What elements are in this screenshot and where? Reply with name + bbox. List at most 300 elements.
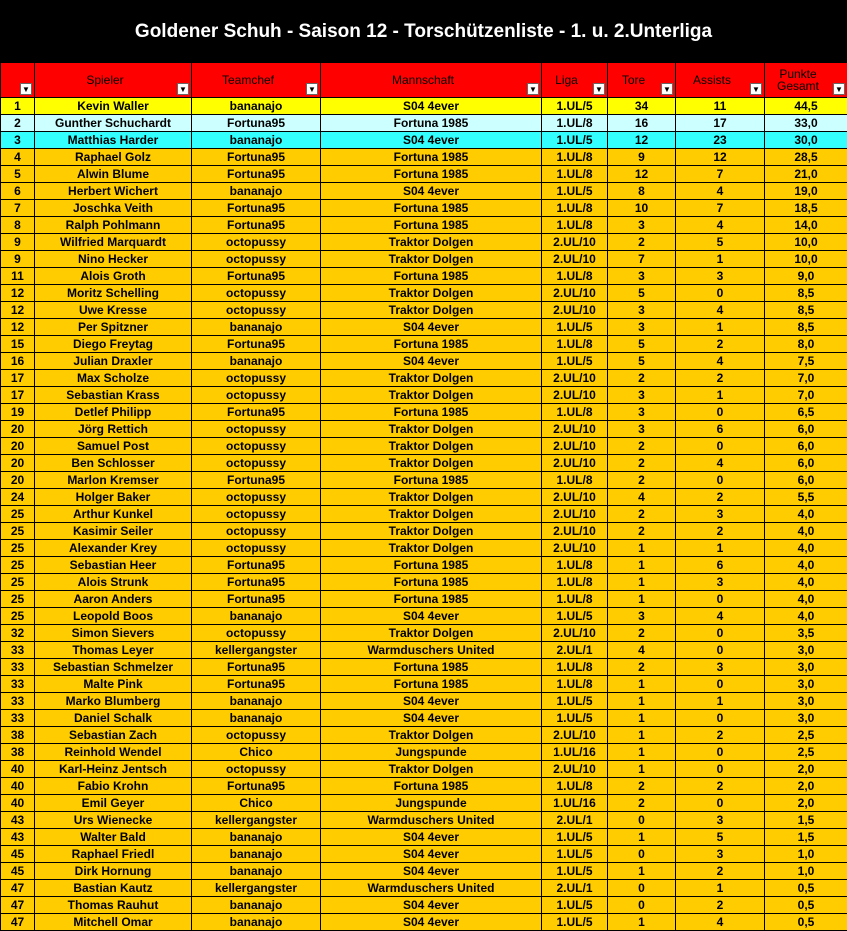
goals-cell: 10: [608, 200, 676, 217]
table-row: [1, 625, 847, 642]
goals-cell: 12: [608, 132, 676, 149]
rank-cell: 45: [1, 863, 35, 880]
league-cell: 1.UL/5: [542, 319, 608, 336]
league-cell: 1.UL/8: [542, 166, 608, 183]
team-cell: S04 4ever: [321, 693, 542, 710]
rank-cell: 12: [1, 285, 35, 302]
player-cell: Urs Wienecke: [35, 812, 192, 829]
goals-cell: 3: [608, 404, 676, 421]
teamchef-cell: Fortuna95: [192, 200, 321, 217]
table-row: [1, 608, 847, 625]
rank-cell: 6: [1, 183, 35, 200]
team-cell: Traktor Dolgen: [321, 234, 542, 251]
rank-cell: 8: [1, 217, 35, 234]
goals-cell: 2: [608, 472, 676, 489]
points-cell: 8,5: [765, 302, 847, 319]
assists-cell: 2: [676, 370, 765, 387]
player-cell: Alois Strunk: [35, 574, 192, 591]
team-cell: Fortuna 1985: [321, 115, 542, 132]
league-cell: 1.UL/8: [542, 268, 608, 285]
teamchef-cell: octopussy: [192, 540, 321, 557]
table-row: [1, 642, 847, 659]
table-row: [1, 523, 847, 540]
assists-cell: 7: [676, 166, 765, 183]
points-cell: 4,0: [765, 523, 847, 540]
rank-cell: 25: [1, 540, 35, 557]
goals-cell: 16: [608, 115, 676, 132]
goals-cell: 2: [608, 659, 676, 676]
table-row: [1, 540, 847, 557]
table-row: [1, 880, 847, 897]
points-cell: 7,5: [765, 353, 847, 370]
player-cell: Walter Bald: [35, 829, 192, 846]
goals-cell: 7: [608, 251, 676, 268]
teamchef-cell: bananajo: [192, 608, 321, 625]
team-cell: S04 4ever: [321, 846, 542, 863]
rank-cell: 24: [1, 489, 35, 506]
points-cell: 6,0: [765, 421, 847, 438]
player-cell: Joschka Veith: [35, 200, 192, 217]
points-cell: 6,0: [765, 438, 847, 455]
points-cell: 1,5: [765, 829, 847, 846]
points-cell: 8,5: [765, 319, 847, 336]
teamchef-cell: octopussy: [192, 302, 321, 319]
rank-cell: 7: [1, 200, 35, 217]
teamchef-cell: Fortuna95: [192, 336, 321, 353]
player-cell: Per Spitzner: [35, 319, 192, 336]
rank-cell: 12: [1, 319, 35, 336]
league-cell: 2.UL/10: [542, 387, 608, 404]
goals-cell: 1: [608, 557, 676, 574]
goals-cell: 0: [608, 880, 676, 897]
player-cell: Detlef Philipp: [35, 404, 192, 421]
league-cell: 1.UL/5: [542, 132, 608, 149]
team-cell: Jungspunde: [321, 795, 542, 812]
player-cell: Raphael Friedl: [35, 846, 192, 863]
col-tore: Tore ▼: [608, 63, 676, 98]
teamchef-cell: octopussy: [192, 438, 321, 455]
league-cell: 2.UL/1: [542, 812, 608, 829]
table-row: [1, 863, 847, 880]
teamchef-cell: bananajo: [192, 132, 321, 149]
dropdown-arrow-icon[interactable]: ▼: [661, 83, 673, 95]
assists-cell: 4: [676, 914, 765, 931]
teamchef-cell: Fortuna95: [192, 115, 321, 132]
assists-cell: 4: [676, 217, 765, 234]
player-cell: Ralph Pohlmann: [35, 217, 192, 234]
col-punkte: Punkte Gesamt ▼: [765, 63, 847, 98]
league-cell: 1.UL/5: [542, 183, 608, 200]
goals-cell: 2: [608, 370, 676, 387]
player-cell: Thomas Rauhut: [35, 897, 192, 914]
teamchef-cell: octopussy: [192, 387, 321, 404]
rank-cell: 5: [1, 166, 35, 183]
points-cell: 4,0: [765, 557, 847, 574]
player-cell: Simon Sievers: [35, 625, 192, 642]
player-cell: Alexander Krey: [35, 540, 192, 557]
team-cell: Fortuna 1985: [321, 591, 542, 608]
table-row: [1, 149, 847, 166]
points-cell: 0,5: [765, 880, 847, 897]
player-cell: Alwin Blume: [35, 166, 192, 183]
teamchef-cell: Fortuna95: [192, 557, 321, 574]
dropdown-arrow-icon[interactable]: ▼: [177, 83, 189, 95]
team-cell: Warmduschers United: [321, 812, 542, 829]
points-cell: 3,0: [765, 710, 847, 727]
rank-cell: 20: [1, 455, 35, 472]
team-cell: S04 4ever: [321, 353, 542, 370]
points-cell: 5,5: [765, 489, 847, 506]
rank-cell: 40: [1, 761, 35, 778]
assists-cell: 5: [676, 829, 765, 846]
goals-cell: 1: [608, 863, 676, 880]
dropdown-arrow-icon[interactable]: ▼: [593, 83, 605, 95]
points-cell: 33,0: [765, 115, 847, 132]
points-cell: 18,5: [765, 200, 847, 217]
team-cell: Traktor Dolgen: [321, 251, 542, 268]
league-cell: 1.UL/5: [542, 897, 608, 914]
teamchef-cell: bananajo: [192, 353, 321, 370]
rank-cell: 33: [1, 676, 35, 693]
goals-cell: 2: [608, 455, 676, 472]
teamchef-cell: octopussy: [192, 234, 321, 251]
goals-cell: 3: [608, 421, 676, 438]
team-cell: S04 4ever: [321, 319, 542, 336]
team-cell: Fortuna 1985: [321, 149, 542, 166]
rank-cell: 20: [1, 421, 35, 438]
assists-cell: 0: [676, 285, 765, 302]
league-cell: 1.UL/5: [542, 710, 608, 727]
assists-cell: 17: [676, 115, 765, 132]
teamchef-cell: octopussy: [192, 285, 321, 302]
col-rank: [1, 63, 35, 98]
team-cell: Traktor Dolgen: [321, 540, 542, 557]
rank-cell: 45: [1, 846, 35, 863]
teamchef-cell: octopussy: [192, 251, 321, 268]
teamchef-cell: octopussy: [192, 625, 321, 642]
league-cell: 1.UL/8: [542, 217, 608, 234]
goals-cell: 2: [608, 523, 676, 540]
assists-cell: 3: [676, 812, 765, 829]
goals-cell: 1: [608, 914, 676, 931]
rank-cell: 25: [1, 591, 35, 608]
assists-cell: 6: [676, 557, 765, 574]
table-row: [1, 251, 847, 268]
team-cell: Fortuna 1985: [321, 778, 542, 795]
assists-cell: 0: [676, 625, 765, 642]
table-row: [1, 795, 847, 812]
teamchef-cell: Fortuna95: [192, 778, 321, 795]
teamchef-cell: Fortuna95: [192, 217, 321, 234]
goals-cell: 1: [608, 761, 676, 778]
team-cell: S04 4ever: [321, 710, 542, 727]
team-cell: Fortuna 1985: [321, 336, 542, 353]
league-cell: 1.UL/16: [542, 795, 608, 812]
team-cell: Traktor Dolgen: [321, 727, 542, 744]
col-assists: Assists ▼: [676, 63, 765, 98]
assists-cell: 2: [676, 897, 765, 914]
teamchef-cell: Fortuna95: [192, 166, 321, 183]
points-cell: 2,0: [765, 795, 847, 812]
assists-cell: 2: [676, 523, 765, 540]
rank-cell: 25: [1, 523, 35, 540]
teamchef-cell: bananajo: [192, 863, 321, 880]
table-row: [1, 914, 847, 931]
rank-cell: 47: [1, 914, 35, 931]
points-cell: 28,5: [765, 149, 847, 166]
assists-cell: 1: [676, 693, 765, 710]
assists-cell: 1: [676, 319, 765, 336]
rank-cell: 3: [1, 132, 35, 149]
table-row: [1, 132, 847, 149]
points-cell: 4,0: [765, 506, 847, 523]
table-row: [1, 676, 847, 693]
teamchef-cell: bananajo: [192, 710, 321, 727]
rank-cell: 17: [1, 387, 35, 404]
points-cell: 3,0: [765, 693, 847, 710]
team-cell: S04 4ever: [321, 863, 542, 880]
team-cell: Jungspunde: [321, 744, 542, 761]
teamchef-cell: octopussy: [192, 727, 321, 744]
rank-cell: 2: [1, 115, 35, 132]
teamchef-cell: kellergangster: [192, 880, 321, 897]
player-cell: Raphael Golz: [35, 149, 192, 166]
assists-cell: 7: [676, 200, 765, 217]
table-row: [1, 319, 847, 336]
player-cell: Julian Draxler: [35, 353, 192, 370]
assists-cell: 5: [676, 234, 765, 251]
team-cell: S04 4ever: [321, 829, 542, 846]
league-cell: 2.UL/10: [542, 421, 608, 438]
team-cell: S04 4ever: [321, 183, 542, 200]
team-cell: Traktor Dolgen: [321, 761, 542, 778]
league-cell: 2.UL/10: [542, 727, 608, 744]
teamchef-cell: Chico: [192, 795, 321, 812]
goals-cell: 1: [608, 744, 676, 761]
assists-cell: 1: [676, 387, 765, 404]
player-cell: Jörg Rettich: [35, 421, 192, 438]
assists-cell: 4: [676, 353, 765, 370]
points-cell: 0,5: [765, 914, 847, 931]
dropdown-arrow-icon[interactable]: ▼: [20, 83, 32, 95]
league-cell: 1.UL/5: [542, 98, 608, 115]
league-cell: 2.UL/10: [542, 302, 608, 319]
goals-cell: 1: [608, 591, 676, 608]
points-cell: 7,0: [765, 370, 847, 387]
player-cell: Bastian Kautz: [35, 880, 192, 897]
team-cell: Warmduschers United: [321, 880, 542, 897]
table-row: [1, 846, 847, 863]
team-cell: Traktor Dolgen: [321, 455, 542, 472]
teamchef-cell: bananajo: [192, 319, 321, 336]
table-row: [1, 200, 847, 217]
goals-cell: 2: [608, 234, 676, 251]
player-cell: Mitchell Omar: [35, 914, 192, 931]
player-cell: Sebastian Heer: [35, 557, 192, 574]
goals-cell: 5: [608, 336, 676, 353]
player-cell: Nino Hecker: [35, 251, 192, 268]
team-cell: Fortuna 1985: [321, 557, 542, 574]
points-cell: 14,0: [765, 217, 847, 234]
dropdown-arrow-icon[interactable]: ▼: [306, 83, 318, 95]
points-cell: 4,0: [765, 574, 847, 591]
team-cell: S04 4ever: [321, 897, 542, 914]
table-row: [1, 829, 847, 846]
table-row: [1, 489, 847, 506]
team-cell: Fortuna 1985: [321, 404, 542, 421]
league-cell: 1.UL/8: [542, 591, 608, 608]
points-cell: 3,0: [765, 659, 847, 676]
assists-cell: 0: [676, 642, 765, 659]
player-cell: Marlon Kremser: [35, 472, 192, 489]
teamchef-cell: bananajo: [192, 846, 321, 863]
header-row: [1, 63, 847, 98]
goals-cell: 3: [608, 608, 676, 625]
points-cell: 4,0: [765, 591, 847, 608]
assists-cell: 4: [676, 302, 765, 319]
rank-cell: 4: [1, 149, 35, 166]
player-cell: Uwe Kresse: [35, 302, 192, 319]
rank-cell: 9: [1, 234, 35, 251]
assists-cell: 2: [676, 863, 765, 880]
teamchef-cell: kellergangster: [192, 642, 321, 659]
points-cell: 19,0: [765, 183, 847, 200]
league-cell: 1.UL/8: [542, 676, 608, 693]
team-cell: S04 4ever: [321, 132, 542, 149]
goals-cell: 12: [608, 166, 676, 183]
league-cell: 1.UL/16: [542, 744, 608, 761]
league-cell: 2.UL/10: [542, 455, 608, 472]
table-row: [1, 336, 847, 353]
teamchef-cell: Fortuna95: [192, 574, 321, 591]
player-cell: Moritz Schelling: [35, 285, 192, 302]
assists-cell: 0: [676, 710, 765, 727]
rank-cell: 25: [1, 608, 35, 625]
player-cell: Sebastian Schmelzer: [35, 659, 192, 676]
points-cell: 8,0: [765, 336, 847, 353]
player-cell: Reinhold Wendel: [35, 744, 192, 761]
table-row: [1, 693, 847, 710]
team-cell: S04 4ever: [321, 608, 542, 625]
dropdown-arrow-icon[interactable]: ▼: [833, 83, 845, 95]
goals-cell: 2: [608, 438, 676, 455]
team-cell: Traktor Dolgen: [321, 438, 542, 455]
table-row: [1, 761, 847, 778]
table-row: [1, 455, 847, 472]
player-cell: Herbert Wichert: [35, 183, 192, 200]
assists-cell: 0: [676, 438, 765, 455]
player-cell: Dirk Hornung: [35, 863, 192, 880]
assists-cell: 23: [676, 132, 765, 149]
league-cell: 1.UL/8: [542, 404, 608, 421]
goals-cell: 0: [608, 846, 676, 863]
rank-cell: 33: [1, 693, 35, 710]
points-cell: 7,0: [765, 387, 847, 404]
rank-cell: 32: [1, 625, 35, 642]
table-row: [1, 812, 847, 829]
table-row: [1, 302, 847, 319]
table-row: [1, 897, 847, 914]
league-cell: 1.UL/8: [542, 200, 608, 217]
team-cell: Traktor Dolgen: [321, 285, 542, 302]
goals-cell: 3: [608, 268, 676, 285]
player-cell: Arthur Kunkel: [35, 506, 192, 523]
table-row: [1, 370, 847, 387]
player-cell: Max Scholze: [35, 370, 192, 387]
assists-cell: 0: [676, 472, 765, 489]
table-row: [1, 183, 847, 200]
assists-cell: 1: [676, 251, 765, 268]
league-cell: 2.UL/10: [542, 370, 608, 387]
goals-cell: 4: [608, 642, 676, 659]
table-row: [1, 268, 847, 285]
rank-cell: 9: [1, 251, 35, 268]
points-cell: 21,0: [765, 166, 847, 183]
goals-cell: 1: [608, 693, 676, 710]
teamchef-cell: bananajo: [192, 914, 321, 931]
league-cell: 2.UL/10: [542, 489, 608, 506]
team-cell: Traktor Dolgen: [321, 302, 542, 319]
goals-cell: 1: [608, 676, 676, 693]
league-cell: 2.UL/10: [542, 285, 608, 302]
player-cell: Matthias Harder: [35, 132, 192, 149]
rank-cell: 19: [1, 404, 35, 421]
assists-cell: 0: [676, 761, 765, 778]
player-cell: Kasimir Seiler: [35, 523, 192, 540]
assists-cell: 12: [676, 149, 765, 166]
rank-cell: 25: [1, 574, 35, 591]
player-cell: Sebastian Krass: [35, 387, 192, 404]
teamchef-cell: Fortuna95: [192, 472, 321, 489]
dropdown-arrow-icon[interactable]: ▼: [527, 83, 539, 95]
assists-cell: 2: [676, 727, 765, 744]
goals-cell: 5: [608, 353, 676, 370]
team-cell: S04 4ever: [321, 914, 542, 931]
team-cell: Fortuna 1985: [321, 676, 542, 693]
player-cell: Holger Baker: [35, 489, 192, 506]
rank-cell: 43: [1, 829, 35, 846]
goals-cell: 2: [608, 795, 676, 812]
player-cell: Leopold Boos: [35, 608, 192, 625]
goals-cell: 1: [608, 574, 676, 591]
rank-cell: 40: [1, 778, 35, 795]
goals-cell: 1: [608, 727, 676, 744]
points-cell: 1,0: [765, 846, 847, 863]
col-mannschaft: Mannschaft ▼: [321, 63, 542, 98]
rank-cell: 17: [1, 370, 35, 387]
league-cell: 1.UL/8: [542, 472, 608, 489]
league-cell: 1.UL/8: [542, 149, 608, 166]
table-row: [1, 778, 847, 795]
rank-cell: 33: [1, 710, 35, 727]
teamchef-cell: octopussy: [192, 370, 321, 387]
assists-cell: 4: [676, 183, 765, 200]
player-cell: Samuel Post: [35, 438, 192, 455]
assists-cell: 2: [676, 778, 765, 795]
assists-cell: 6: [676, 421, 765, 438]
col-spieler: Spieler ▼: [35, 63, 192, 98]
league-cell: 1.UL/8: [542, 336, 608, 353]
player-cell: Thomas Leyer: [35, 642, 192, 659]
assists-cell: 0: [676, 795, 765, 812]
col-liga: Liga ▼: [542, 63, 608, 98]
teamchef-cell: kellergangster: [192, 812, 321, 829]
rank-cell: 43: [1, 812, 35, 829]
rank-cell: 38: [1, 727, 35, 744]
assists-cell: 3: [676, 574, 765, 591]
dropdown-arrow-icon[interactable]: ▼: [750, 83, 762, 95]
assists-cell: 0: [676, 676, 765, 693]
